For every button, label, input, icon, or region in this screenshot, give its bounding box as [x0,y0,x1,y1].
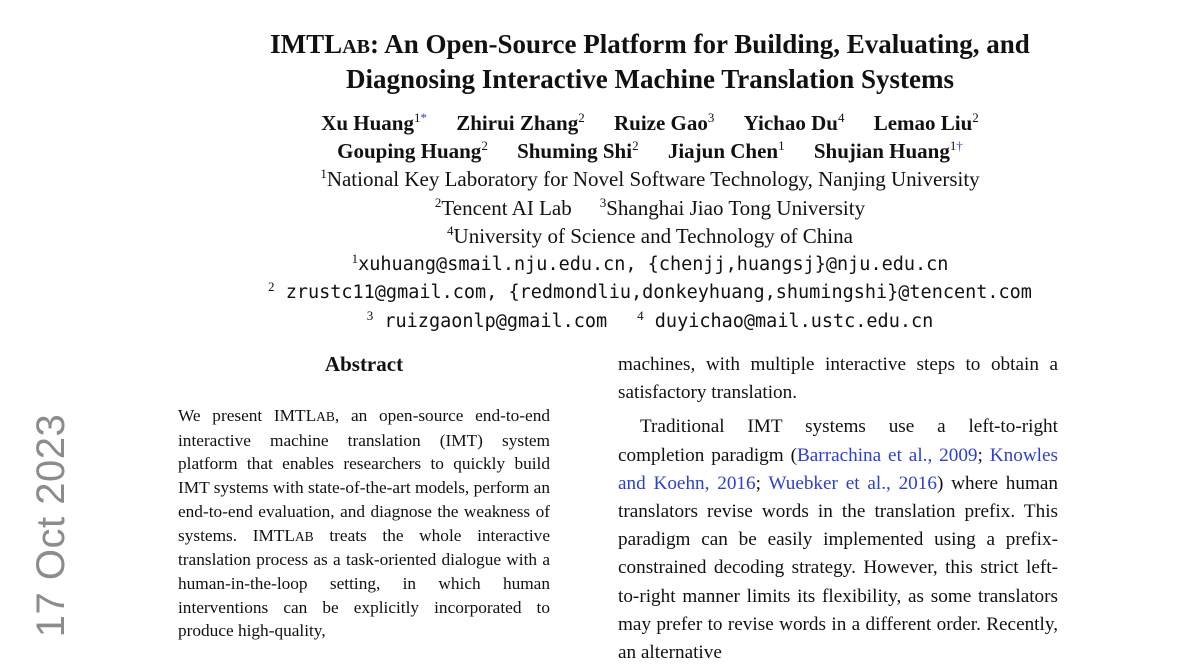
author: Yichao Du$^4$ [743,110,845,135]
email-line-2: $^2$ zrustc11@gmail.com, {redmondliu,donkeyhuang,shumingshi}@tencent.com [268,278,1032,303]
intro-paragraph-1: machines, with multiple interactive steps to obtain a satisfactory translation. [618,354,1058,404]
intro-paragraph-2: Traditional IMT systems use a left-to-right completion paradigm (Barrachina et al., 2009; Knowles and Koehn, 2016; Wuebker et al., 2016) where human translators revise words in the translation prefix. This paradigm can be easily implemented using a prefix-constrained decoding strategy. However, this strict left-to-right manner limits its flexibility, as some translators may prefer to revise words in a different order. Recently, an alternative [618,416,1059,664]
author: Shuming Shi$^2$ [517,138,639,163]
author: Zhirui Zhang$^2$ [456,110,585,135]
affiliation-1: $^1$National Key Laboratory for Novel Software Technology, Nanjing University [320,166,980,191]
author: Lemao Liu$^2$ [873,110,979,135]
author: Jiajun Chen$^1$ [667,138,785,163]
author: Ruize Gao$^3$ [613,110,715,135]
paper-header [150,28,1150,336]
affiliation-4: $^4$University of Science and Technology of China [447,223,853,248]
author: Xu Huang$^{1*}$ [321,110,427,135]
affiliation-2-3: $^2$Tencent AI Lab $^3$Shanghai Jiao Tong University [434,194,866,220]
side-date-text: 17 Oct 2023 [29,413,74,637]
author-row-2 [150,137,1150,165]
citation-link[interactable]: Knowles and Koehn, 2016 [618,444,1058,494]
email-line-1: $^1$xuhuang@smail.nju.edu.cn, {chenjj,huangsj}@nju.edu.cn [351,250,949,275]
citation-link[interactable]: Wuebker et al., 2016 [768,472,937,494]
author-row-1 [150,109,1150,137]
abstract-heading: Abstract [324,352,404,376]
author: Shujian Huang$^{1\dagger}$ [813,138,963,163]
paper-title: IMTLAB: An Open-Source Platform for Building, Evaluating, and Diagnosing Interactive Machine Translation Systems [270,29,1030,94]
citation-link[interactable]: Barrachina et al., 2009 [796,444,978,466]
introduction-column [618,351,1058,667]
author: Gouping Huang$^2$ [337,138,488,163]
author-list [150,109,1150,165]
arxiv-side-date [28,413,76,637]
abstract-body: We present IMTLAB, an open-source end-to-end interactive machine translation (IMT) system platform that enables researchers to quickly build IMT systems with state-of-the-art models, perform an end-to-end evaluation, and diagnose the weakness of systems. IMTLAB treats the whole interactive translation process as a task-oriented dialogue with a human-in-the-loop setting, in which human interventions can be explicitly incorporated to produce high-quality, [178,406,550,641]
email-line-3: $^3$ ruizgaonlp@gmail.com $^4$ duyichao@mail.ustc.edu.cn [366,307,934,332]
